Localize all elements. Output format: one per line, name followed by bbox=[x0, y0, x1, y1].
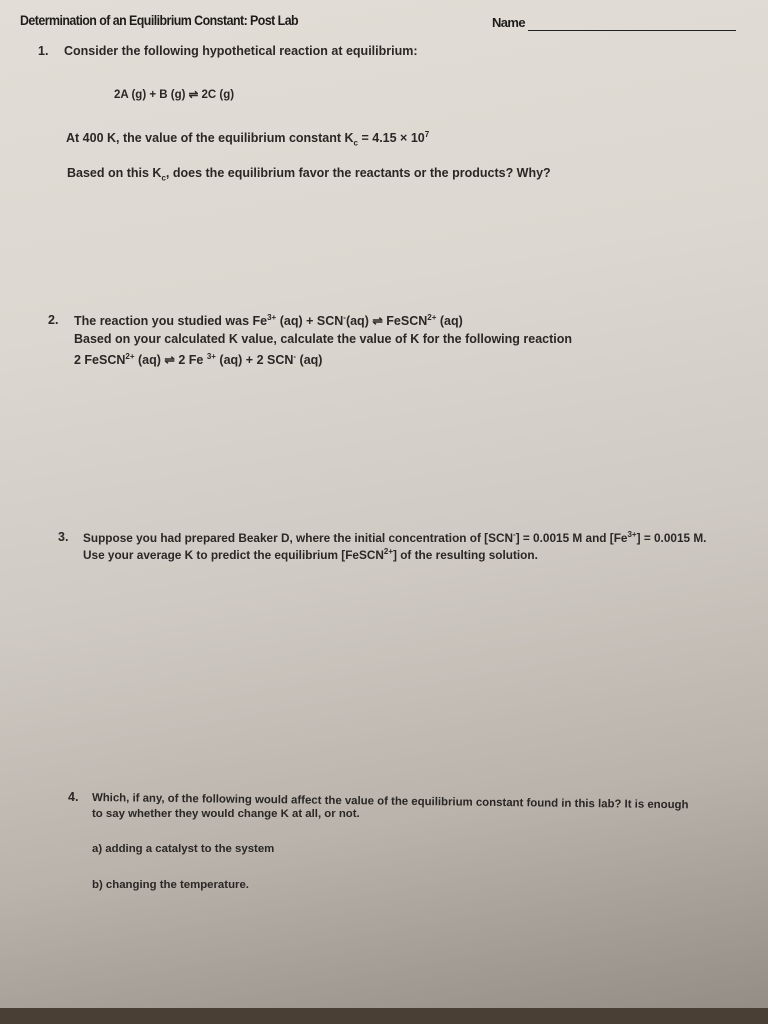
question-4-number: 4. bbox=[68, 790, 79, 804]
question-3-number: 3. bbox=[58, 530, 69, 544]
question-1-equation: 2A (g) + B (g) ⇌ 2C (g) bbox=[114, 89, 235, 101]
question-2-number: 2. bbox=[48, 313, 59, 327]
question-2-reaction: The reaction you studied was $Fe^{3+}$ (aq) + SCN-(aq) ⇌ FeSCN$^{2+}$ (aq) bbox=[74, 313, 463, 329]
page-title: Determination of an Equilibrium Constant: Post Lab bbox=[20, 13, 299, 28]
question-1-intro: Consider the following hypothetical reaction at equilibrium: bbox=[64, 44, 418, 58]
question-4-option-a: a) adding a catalyst to the system bbox=[92, 843, 275, 855]
question-3-setup: Suppose you had prepared Beaker D, where the initial concentration of [SCN-] = 0.0015 M and $[Fe^{3+}] = 0.0015$ M. bbox=[83, 530, 707, 545]
question-2-instruction: Based on your calculated K value, calculate the value of K for the following reaction bbox=[74, 332, 573, 346]
question-1-number: 1. bbox=[38, 44, 49, 58]
name-field-line[interactable] bbox=[528, 30, 736, 31]
question-4-option-b: b) changing the temperature. bbox=[92, 879, 249, 891]
question-4-prompt-line2: to say whether they would change K at all, or not. bbox=[92, 808, 360, 820]
name-label: Name bbox=[492, 15, 526, 30]
desk-surface bbox=[0, 1008, 768, 1024]
question-4-prompt-line1: Which, if any, of the following would affect the value of the equilibrium constant found in this lab? It is enough bbox=[91, 792, 689, 812]
question-1-prompt: Based on this $K_c$, does the equilibrium favor the reactants or the products? Why? bbox=[67, 166, 551, 183]
question-3-prompt: Use your average K to predict the equilibrium [FeSCN$^{2+}$] of the resulting solution. bbox=[83, 547, 538, 562]
question-1-kc-statement: At 400 K, the value of the equilibrium constant $K_c = 4.15 \times 10^7$ bbox=[66, 130, 430, 148]
question-2-target-reaction: 2 FeSCN$^{2+}$ (aq) ⇌ 2 Fe $^{3+}$ (aq) + 2 SCN- (aq) bbox=[74, 352, 323, 368]
